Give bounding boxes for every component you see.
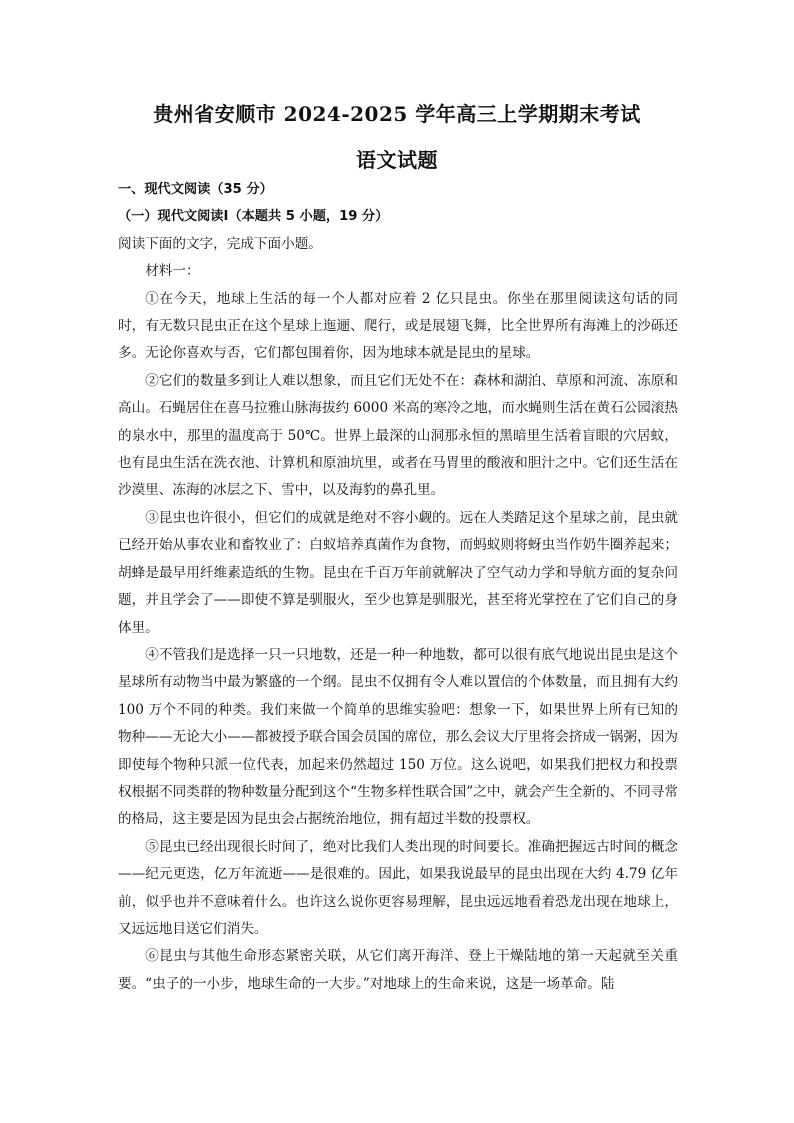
material-label: 材料一： bbox=[145, 263, 200, 280]
paragraph-4: ④不管我们是选择一只一只地数，还是一种一种地数，都可以很有底气地说出昆虫是这个星球所有动物当中最为繁盛的一个纲。昆虫不仅拥有令人难以置信的个体数量，而且拥有大约 100 万个不同的种类。我们来做一个简单的思维实验吧：想象一下，如果世界上所有已知的物种——无论大小——都被授予联合国会员国的席位，那么会议大厅里将会挤成一锅粥，因为即使每个物种只派一位代表，加起来仍然超过 150 万位。这么说吧，如果我们把权力和投票权根据不同类群的物种数量分配到这个“生物多样性联合国”之中，就会产生全新的、不同寻常的格局，这主要是因为昆虫会占据统治地位，拥有超过半数的投票权。 bbox=[118, 646, 678, 828]
paragraph-3: ③昆虫也许很小，但它们的成就是绝对不容小觑的。远在人类踏足这个星球之前，昆虫就已经开始从事农业和畜牧业了：白蚁培养真菌作为食物，而蚂蚁则将蚜虫当作奶牛圈养起来；胡蜂是最早用纤维素造纸的生物。昆虫在千百万年前就解决了空气动力学和导航方面的复杂问题，并且学会了——即使不算是驯服火，至少也算是驯服光，甚至将光掌控在了它们自己的身体里。 bbox=[118, 509, 678, 636]
subsection-heading: （一）现代文阅读Ⅰ（本题共 5 小题，19 分） bbox=[118, 209, 389, 225]
document-body bbox=[118, 176, 678, 998]
section-heading: 一、现代文阅读（35 分） bbox=[118, 182, 273, 197]
document-subtitle: 语文试题 bbox=[356, 148, 438, 172]
document-title: 贵州省安顺市 2024-2025 学年高三上学期期末考试 bbox=[153, 102, 641, 126]
paragraph-1: ①在今天，地球上生活的每一个人都对应着 2 亿只昆虫。你坐在那里阅读这句话的同时，有无数只昆虫正在这个星球上迤逦、爬行，或是展翅飞舞，比全世界所有海滩上的沙砾还多。无论你喜欢与否，它们都包围着你，因为地球本就是昆虫的星球。 bbox=[118, 290, 678, 362]
paragraph-2: ②它们的数量多到让人难以想象，而且它们无处不在：森林和湖泊、草原和河流、冻原和高山。石蝇居住在喜马拉雅山脉海拔约 6000 米高的寒冷之地，而水蝇则生活在黄石公园滚热的泉水中，那里的温度高于 50℃。世界上最深的山洞那永恒的黑暗里生活着盲眼的穴居蚊，也有昆虫生活在洗衣池、计算机和原油坑里，或者在马胃里的酸液和胆汁之中。它们还生活在沙漠里、冻海的冰层之下、雪中，以及海豹的鼻孔里。 bbox=[118, 372, 678, 499]
paragraph-6: ⑥昆虫与其他生命形态紧密关联，从它们离开海洋、登上干燥陆地的第一天起就至关重要。“虫子的一小步，地球生命的一大步。”对地球上的生命来说，这是一场革命。陆 bbox=[118, 948, 678, 992]
instruction-text: 阅读下面的文字，完成下面小题。 bbox=[118, 235, 322, 252]
paragraph-5: ⑤昆虫已经出现很长时间了，绝对比我们人类出现的时间要长。准确把握远古时间的概念——纪元更迭，亿万年流逝——是很难的。因此，如果我说最早的昆虫出现在大约 4.79 亿年前，似乎也并不意味着什么。也许这么说你更容易理解，昆虫远远地看着恐龙出现在地球上，又远远地目送它们消失。 bbox=[118, 838, 678, 937]
